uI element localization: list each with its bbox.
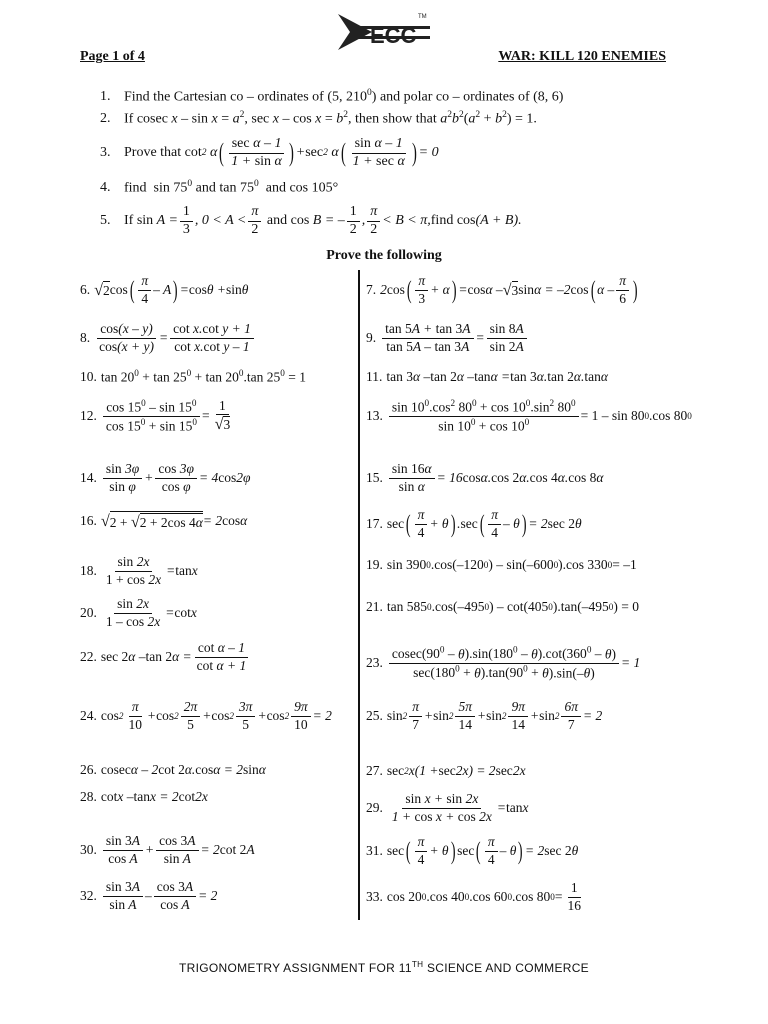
svg-text:ECC: ECC <box>370 23 417 48</box>
problem-29: 29. $\frac{\text{sin x + sin 2x}}{\text{1 + cos x + cos 2x}}$ = tan x <box>366 791 529 824</box>
problem-32: 32. $\frac{\sin 3A}{\text{sin A}}$ – $\frac{\cos 3A}{\text{cos A}}$ = 2 <box>80 879 218 912</box>
problem-23: 23. $\frac{cosec(90^0 - \theta).\sin(180^0 - \theta).\cot(360^0 - \theta)}{\sec(180^0 + \theta).\tan(90^0 + \theta).\sin(-\theta)}$ = 1 <box>366 644 641 680</box>
problem-5 <box>100 200 700 242</box>
problem-17: 17. sec ( $\frac{\pi}{4}$ + θ ) . sec ( $\frac{\pi}{4}$ – θ ) = 2 sec 2 θ <box>366 507 582 540</box>
problem-9: 9. $\frac{\tan 5A + \tan 3A}{\tan 5A - \tan 3A}$ = $\frac{\sin 8A}{\sin 2A}$ <box>366 318 529 358</box>
problem-31: 31. sec ( $\frac{\pi}{4}$ + θ ) sec ( $\frac{\pi}{4}$ – θ ) = 2 sec 2 θ <box>366 834 579 867</box>
problem-10: 10. $\tan 20^0 + \tan 25^0 + \tan 20^0.\tan$ $25^0 = 1$ <box>80 368 306 385</box>
worksheet-title: WAR: KILL 120 ENEMIES <box>498 49 666 64</box>
problem-text: If sin A = $\frac{1}{3}$ , 0 < A < $\frac{\pi}{2}$ and cos B = – $\frac{1}{2}$ , $\frac{\pi}{2}$ < B < π, find cos (A + B). <box>124 203 522 237</box>
problem-14: 14. $\frac{\sin 3\varphi}{\text{sin φ}}$ + $\frac{\cos 3\varphi}{\text{cos φ}}$ = 4 cos 2φ <box>80 461 251 494</box>
problem-number: 1. <box>100 89 111 104</box>
problem-22: 22. sec 2 α – tan 2 α = $\frac{\text{cot α – 1}}{\text{cot α + 1}}$ <box>80 640 247 673</box>
problem-7: 7. 2 cos ( $\frac{\pi}{3}$ + α ) = cos α – √ 3 sin α = –2 cos ( α – $\frac{\pi}{6}$ ) <box>366 273 638 306</box>
numbered-questions <box>100 86 700 242</box>
problem-text: If cosec $x - \sin x = a^2$, $\sec x - \cos x = b^2$, then show that $a^2b^2(a^2 + b^2) = 1$. <box>124 110 537 127</box>
problem-28: 28. cot x – tan x = 2 cot 2x <box>80 789 208 804</box>
problem-number: 3. <box>100 145 111 160</box>
problem-1 <box>100 86 700 108</box>
problem-33: 33. cos 20 0 .cos 40 0 .cos 60 0 .cos 80 0 = $\frac{1}{16}$ <box>366 880 581 913</box>
column-divider <box>358 270 360 920</box>
problem-11: 11. tan 3 α – tan 2 α – tan α = tan 3 α. tan 2 α. tan α <box>366 369 608 384</box>
problem-20: 20. $\frac{\sin 2x}{1 - \cos 2x}$ = cot x <box>80 596 197 629</box>
problem-4 <box>100 176 700 200</box>
problem-text: Find the Cartesian co – ordinates of (5, $210^0$) and polar co – ordinates of (8, 6) <box>124 88 564 105</box>
problem-2 <box>100 108 700 130</box>
section-heading: Prove the following <box>326 248 442 263</box>
problem-6: 6. √ 2 cos ( $\frac{\pi}{4}$ – A ) = cos θ + sin θ <box>80 273 249 306</box>
problem-number: 5. <box>100 213 111 228</box>
problem-16: 16. √ 2 + √ 2 + 2cos 4α = 2 cos α <box>80 511 248 531</box>
problem-8: 8. $\frac{\cos(x - y)}{\cos(x + y)}$ = $\frac{\text{cot x.cot y + 1}}{\text{cot x.cot y – 1}}$ <box>80 318 256 358</box>
problem-21: 21. tan 585 0 .cos(–495 0 ) – cot(405 0 ).tan(–495 0 ) = 0 <box>366 599 639 614</box>
svg-text:TM: TM <box>418 14 427 20</box>
problem-text: find $\sin 75^0$ and $\tan 75^0$ and cos 105° <box>124 179 339 196</box>
ecc-logo <box>332 10 436 58</box>
problem-number: 2. <box>100 111 111 126</box>
problem-13: 13. $\frac{\sin 10^0.\cos^2 80^0 + \cos 10^0.\sin^2 80^0}{\sin 10^0 + \cos 10^0}$ = 1 – sin 80 0 .cos 80 0 <box>366 397 692 433</box>
footer-caption: TRIGONOMETRY ASSIGNMENT FOR 11TH SCIENCE AND COMMERCE <box>179 960 589 975</box>
problem-12: 12. $\frac{\cos 15^0 - \sin 15^0}{\cos 15^0 + \sin 15^0}$ = 1 √ 3 <box>80 397 231 434</box>
problem-18: 18. $\frac{\sin 2x}{1 + \cos 2x}$ = tan x <box>80 554 198 587</box>
problem-text: Prove that cot 2 α ( $\frac{\text{sec α – 1}}{\text{1 + sin α}}$ ) + sec 2 α ( $\frac{\text{sin α – 1}}{\text{1 + sec α}}$ ) = 0 <box>124 135 439 169</box>
problem-24: 24. cos 2 $\frac{\pi}{10}$ + cos 2 $\frac{2\pi}{5}$ + cos 2 $\frac{3\pi}{5}$ + cos 2 $\frac{9\pi}{10}$ = 2 <box>80 699 332 732</box>
problem-27: 27. sec 2 x(1 + sec 2x) = 2 sec 2x <box>366 763 526 778</box>
problem-25: 25. sin 2 $\frac{\pi}{7}$ + sin 2 $\frac{5\pi}{14}$ + sin 2 $\frac{9\pi}{14}$ + sin 2 $\frac{6\pi}{7}$ = 2 <box>366 699 603 732</box>
problem-30: 30. $\frac{\sin 3A}{\text{cos A}}$ + $\frac{\cos 3A}{\text{sin A}}$ = 2 cot 2 A <box>80 833 255 866</box>
problem-3 <box>100 130 700 176</box>
problem-26: 26. cosec α – 2 cot 2 α. cos α = 2 sin α <box>80 762 266 777</box>
problem-15: 15. $\frac{\sin 16\alpha}{\text{sin α}}$ = 16 cos α. cos 2 α. cos 4 α. cos 8 α <box>366 461 604 494</box>
problem-number: 4. <box>100 180 111 195</box>
problem-19: 19. sin 390 0 .cos(–120 0 ) – sin(–600 0 ).cos 330 0 = –1 <box>366 557 637 572</box>
page-label: Page 1 of 4 <box>80 49 145 64</box>
